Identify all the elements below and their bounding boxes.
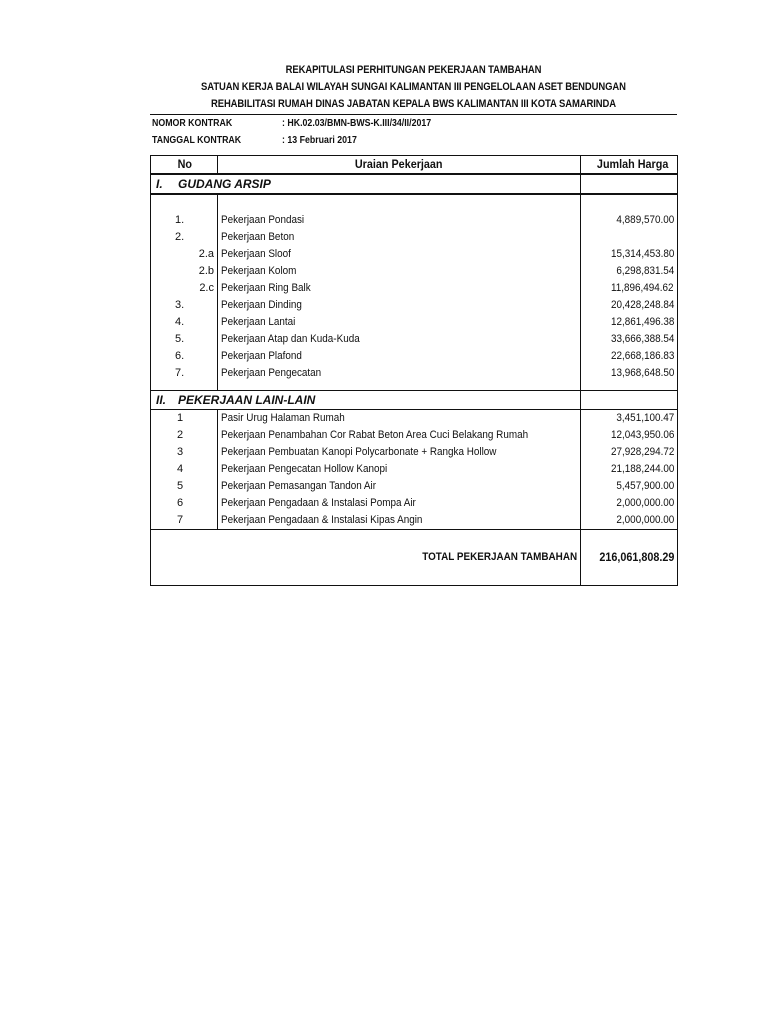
section-title [151, 174, 581, 194]
row-uraian: Pekerjaan Lantai [218, 314, 581, 331]
row-uraian: Pekerjaan Kolom [218, 263, 581, 280]
row-uraian: Pekerjaan Pengecatan [218, 365, 581, 382]
row-uraian: Pekerjaan Pengadaan & Instalasi Kipas Angin [218, 512, 581, 530]
row-harga: 3,451,100.47 [616, 412, 674, 424]
tanggal-kontrak-row [150, 132, 677, 149]
section-lain-lain [151, 391, 678, 410]
title-line-3: REHABILITASI RUMAH DINAS JABATAN KEPALA BWS KALIMANTAN III KOTA SAMARINDA [210, 98, 617, 110]
nomor-kontrak-label: NOMOR KONTRAK [152, 118, 233, 129]
row-harga [581, 229, 678, 246]
row-harga: 20,428,248.84 [610, 299, 674, 311]
row-no: 2 [151, 427, 218, 444]
row-no: 5 [151, 478, 218, 495]
title-line-1: REKAPITULASI PERHITUNGAN PEKERJAAN TAMBAHAN [285, 64, 542, 76]
row-harga: 33,666,388.54 [610, 333, 674, 345]
tanggal-kontrak-label: TANGGAL KONTRAK [152, 135, 242, 146]
row-harga: 4,889,570.00 [616, 214, 674, 226]
row-no: 4 [151, 461, 218, 478]
table-row [151, 495, 678, 512]
row-harga: 2,000,000.00 [616, 497, 674, 509]
rekap-table [150, 155, 678, 586]
row-uraian: Pekerjaan Pembuatan Kanopi Polycarbonate + Rangka Hollow [218, 444, 581, 461]
table-row [151, 280, 678, 297]
table-row [151, 314, 678, 331]
row-harga: 15,314,453.80 [610, 248, 674, 260]
row-harga: 21,188,244.00 [610, 463, 674, 475]
table-row [151, 478, 678, 495]
total-value: 216,061,808.29 [581, 530, 678, 586]
row-no: 6 [151, 495, 218, 512]
total-row [151, 530, 678, 586]
spacer-row [151, 382, 678, 391]
table-row [151, 297, 678, 314]
col-header-no: No [151, 156, 218, 175]
col-header-harga: Jumlah Harga [581, 156, 678, 175]
col-header-uraian: Uraian Pekerjaan [218, 156, 581, 175]
table-row [151, 229, 678, 246]
row-harga: 11,896,494.62 [611, 282, 674, 294]
row-harga: 5,457,900.00 [616, 480, 674, 492]
table-row [151, 263, 678, 280]
row-uraian: Pekerjaan Plafond [218, 348, 581, 365]
table-row [151, 365, 678, 382]
row-uraian: Pekerjaan Sloof [218, 246, 581, 263]
section-numeral: I. [156, 176, 163, 191]
row-harga: 6,298,831.54 [616, 265, 674, 277]
row-uraian: Pekerjaan Pengadaan & Instalasi Pompa Air [218, 495, 581, 512]
row-harga: 13,968,648.50 [610, 367, 674, 379]
row-uraian: Pekerjaan Beton [218, 229, 581, 246]
section-title [151, 391, 581, 410]
row-uraian: Pekerjaan Pondasi [218, 212, 581, 229]
section-name: GUDANG ARSIP [178, 176, 271, 191]
row-harga: 12,043,950.06 [610, 429, 674, 441]
title-line-2: SATUAN KERJA BALAI WILAYAH SUNGAI KALIMANTAN III PENGELOLAAN ASET BENDUNGAN [201, 81, 626, 93]
row-no: 2.b [151, 263, 218, 280]
row-harga: 22,668,186.83 [610, 350, 674, 362]
table-row [151, 410, 678, 428]
table-row [151, 461, 678, 478]
table-header-row [151, 156, 678, 175]
row-no: 2.a [151, 246, 218, 263]
row-uraian: Pekerjaan Pengecatan Hollow Kanopi [218, 461, 581, 478]
row-no: 2.c [151, 280, 218, 297]
row-uraian: Pekerjaan Dinding [218, 297, 581, 314]
tanggal-kontrak-value: : 13 Februari 2017 [282, 135, 357, 146]
document-header [150, 62, 677, 149]
spacer-row [151, 194, 678, 212]
row-no: 2. [151, 229, 218, 246]
table-row [151, 246, 678, 263]
table-row [151, 427, 678, 444]
row-harga: 12,861,496.38 [610, 316, 674, 328]
total-label: TOTAL PEKERJAAN TAMBAHAN [151, 530, 581, 586]
table-row [151, 212, 678, 229]
row-harga: 27,928,294.72 [610, 446, 674, 458]
nomor-kontrak-row [150, 115, 677, 132]
row-harga: 2,000,000.00 [616, 514, 674, 526]
row-uraian: Pasir Urug Halaman Rumah [218, 410, 581, 428]
row-uraian: Pekerjaan Penambahan Cor Rabat Beton Area Cuci Belakang Rumah [218, 427, 581, 444]
row-uraian: Pekerjaan Ring Balk [218, 280, 581, 297]
section-gudang-arsip [151, 174, 678, 194]
section-name: PEKERJAAN LAIN-LAIN [178, 392, 316, 407]
section-numeral: II. [156, 392, 167, 407]
row-uraian: Pekerjaan Atap dan Kuda-Kuda [218, 331, 581, 348]
row-no: 4. [151, 314, 218, 331]
row-no: 6. [151, 348, 218, 365]
table-row [151, 512, 678, 530]
row-no: 7. [151, 365, 218, 382]
row-no: 3. [151, 297, 218, 314]
row-no: 1. [151, 212, 218, 229]
row-uraian: Pekerjaan Pemasangan Tandon Air [218, 478, 581, 495]
row-no: 3 [151, 444, 218, 461]
table-row [151, 348, 678, 365]
table-row [151, 444, 678, 461]
table-row [151, 331, 678, 348]
row-no: 5. [151, 331, 218, 348]
nomor-kontrak-value: : HK.02.03/BMN-BWS-K.III/34/II/2017 [282, 118, 432, 129]
row-no: 1 [151, 410, 218, 428]
row-no: 7 [151, 512, 218, 530]
